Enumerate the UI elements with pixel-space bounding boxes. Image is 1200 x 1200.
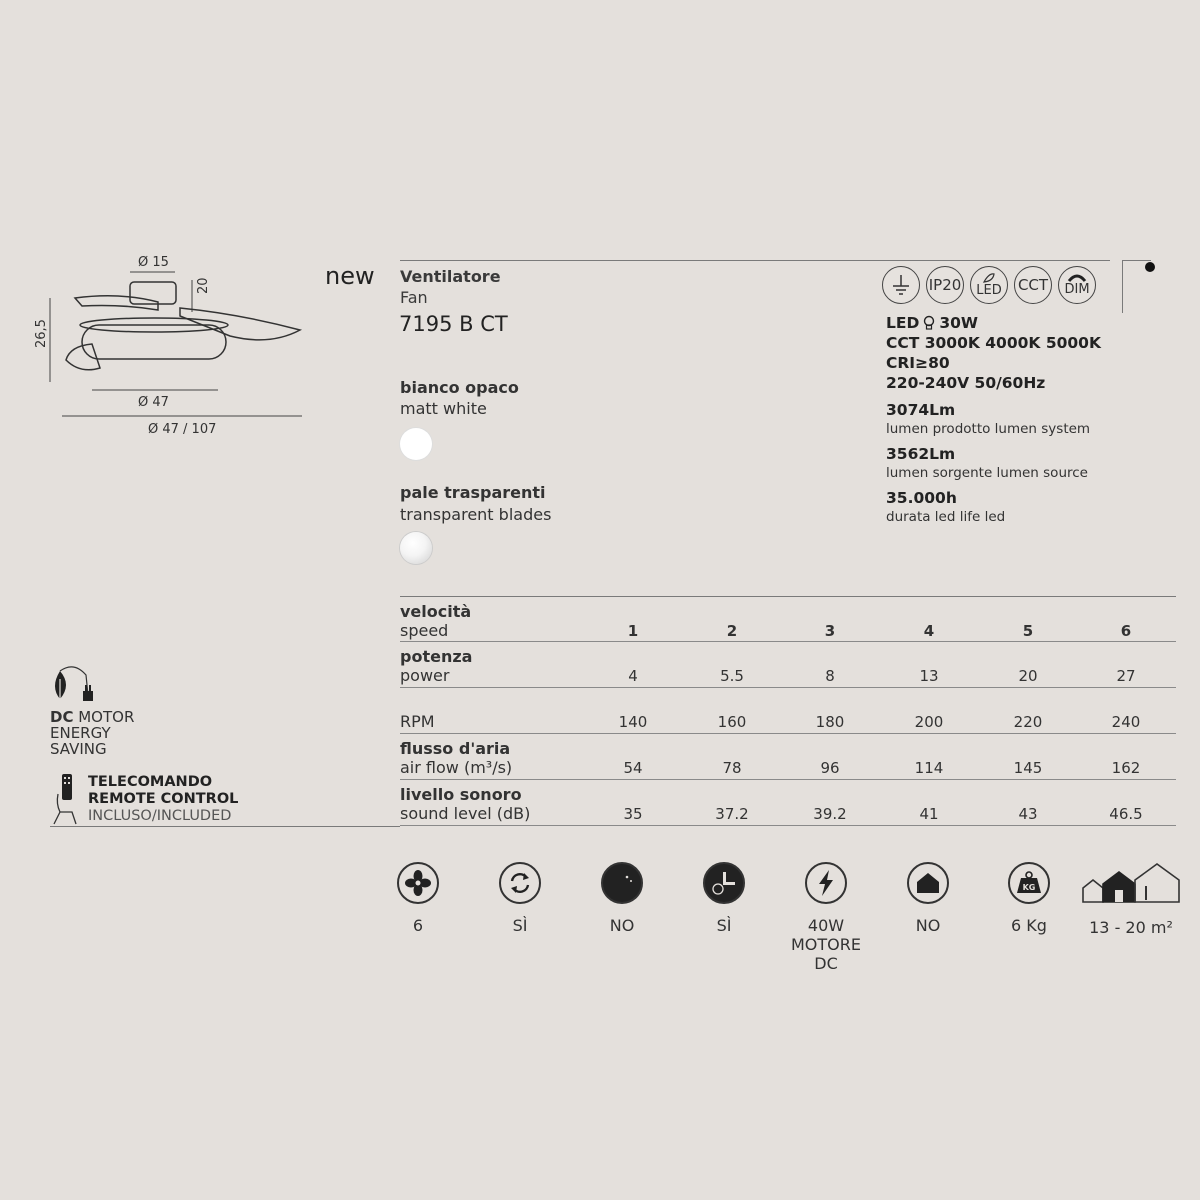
row-label-english: sound level (dB) [400, 804, 531, 823]
dc-motor-badge [50, 665, 134, 757]
spec-life-label: durata led life led [886, 509, 1006, 525]
row-label-italian: velocità [400, 602, 472, 621]
feature-reverse [475, 862, 565, 935]
table-cell: 240 [1111, 713, 1141, 731]
row-label-english: air flow (m³/s) [400, 758, 513, 777]
ip-rating-icon [926, 266, 964, 304]
table-cell: 20 [1018, 667, 1038, 685]
spec-cct: CCT 3000K 4000K 5000K [886, 334, 1101, 352]
spec-lumen-source-label: lumen sorgente lumen source [886, 465, 1088, 481]
outdoor-icon [907, 862, 949, 904]
table-cell: 145 [1013, 759, 1043, 777]
bulb-icon [922, 315, 936, 331]
table-cell: 180 [815, 713, 845, 731]
spec-cri: CRI≥80 [886, 354, 950, 372]
svg-text:KG: KG [1022, 883, 1036, 892]
ground-icon [882, 266, 920, 304]
table-cell: 200 [914, 713, 944, 731]
spec-life: 35.000h [886, 489, 957, 507]
table-cell: 43 [1018, 805, 1038, 823]
table-cell: 140 [618, 713, 648, 731]
spec-led-power [886, 314, 978, 332]
dc-motor-line2: ENERGY [50, 724, 111, 742]
spec-led-watts: 30W [939, 314, 979, 332]
dim-canopy-height: 20 [196, 277, 211, 294]
table-cell: 35 [623, 805, 643, 823]
blades-english: transparent blades [400, 505, 552, 524]
corner-dot [1145, 262, 1155, 272]
row-label-italian: livello sonoro [400, 785, 522, 804]
table-cell: 114 [914, 759, 944, 777]
feature-motor [781, 862, 871, 973]
row-label-italian: flusso d'aria [400, 739, 511, 758]
feature-value: 13 - 20 m² [1089, 918, 1173, 937]
timer-icon [703, 862, 745, 904]
dim-body-diameter: Ø 47 [138, 395, 169, 410]
table-row [400, 596, 1176, 642]
table-cell: 6 [1120, 622, 1132, 640]
dc-motor-bold: DC [50, 708, 74, 726]
certification-icons [882, 266, 1096, 304]
spec-lumen-system-label: lumen prodotto lumen system [886, 421, 1091, 437]
feature-fan-speed [373, 862, 463, 935]
cct-label: CCT [1017, 276, 1049, 294]
spec-lumen-source: 3562Lm [886, 445, 956, 463]
product-code: 7195 B CT [399, 312, 508, 336]
table-cell: 96 [820, 759, 840, 777]
feature-value: NO [915, 916, 941, 935]
room-size-icon [1081, 862, 1181, 904]
table-cell: 5 [1022, 622, 1034, 640]
spec-led-label: LED [886, 314, 920, 332]
performance-table [400, 596, 1176, 826]
table-cell: 39.2 [813, 805, 847, 823]
dim-label: DIM [1064, 281, 1090, 297]
row-label-italian: potenza [400, 647, 473, 666]
color-swatch-white [400, 428, 432, 460]
fan-technical-drawing [30, 250, 320, 440]
table-cell: 160 [717, 713, 747, 731]
feature-value: 6 Kg [1011, 916, 1047, 935]
table-row [400, 642, 1176, 688]
feature-value: SÌ [716, 916, 732, 935]
led-label: LED [976, 282, 1002, 298]
row-label-english: power [400, 666, 450, 685]
dim-icon [1058, 266, 1096, 304]
table-row [400, 688, 1176, 734]
feature-night-mode [577, 862, 667, 935]
feature-weight [984, 862, 1074, 935]
feature-timer [679, 862, 769, 935]
new-badge: new [325, 262, 375, 290]
feature-value: 6 [412, 916, 424, 935]
remote-line1: TELECOMANDO [88, 774, 213, 790]
table-cell: 46.5 [1109, 805, 1143, 823]
feature-outdoor [883, 862, 973, 935]
table-cell: 41 [919, 805, 939, 823]
table-cell: 2 [726, 622, 738, 640]
blades-italian: pale trasparenti [400, 483, 546, 502]
table-cell: 4 [923, 622, 935, 640]
row-label: RPM [400, 712, 435, 731]
reverse-icon [499, 862, 541, 904]
blades-swatch-transparent [400, 532, 432, 564]
feature-value: SÌ [512, 916, 528, 935]
dim-total-height: 26,5 [34, 319, 49, 348]
color-english: matt white [400, 399, 487, 418]
remote-text-block [88, 774, 238, 825]
dim-total-diameter: Ø 47 / 107 [148, 422, 217, 437]
dc-motor-line1 [50, 709, 134, 725]
feature-value: 40W MOTORE DC [791, 916, 861, 973]
table-cell: 37.2 [715, 805, 749, 823]
table-row [400, 734, 1176, 780]
table-cell: 4 [628, 667, 638, 685]
fan-speed-icon [397, 862, 439, 904]
remote-line3: INCLUSO/INCLUDED [88, 808, 232, 824]
header-divider [400, 260, 1110, 261]
color-italian: bianco opaco [400, 378, 519, 397]
table-cell: 8 [825, 667, 835, 685]
motor-icon [805, 862, 847, 904]
leaf-plug-icon [50, 665, 102, 705]
night-mode-icon [601, 862, 643, 904]
spec-voltage: 220-240V 50/60Hz [886, 374, 1046, 392]
table-cell: 5.5 [720, 667, 744, 685]
ip-rating-label: IP20 [928, 276, 962, 294]
dim-canopy-diameter: Ø 15 [138, 255, 169, 270]
cct-icon [1014, 266, 1052, 304]
table-cell: 13 [919, 667, 939, 685]
table-cell: 3 [824, 622, 836, 640]
remote-control-badge [50, 772, 238, 826]
table-cell: 54 [623, 759, 643, 777]
fan-outline-drawing [30, 250, 320, 440]
dc-motor-line3: SAVING [50, 740, 107, 758]
led-icon [970, 266, 1008, 304]
remote-line2: REMOTE CONTROL [88, 791, 239, 807]
product-type-italian: Ventilatore [400, 267, 501, 286]
table-cell: 220 [1013, 713, 1043, 731]
table-cell: 1 [627, 622, 639, 640]
table-cell: 162 [1111, 759, 1141, 777]
feature-value: NO [609, 916, 635, 935]
table-row [400, 780, 1176, 826]
dc-motor-rest: MOTOR [73, 708, 135, 726]
remote-control-icon [50, 772, 82, 826]
table-cell: 27 [1116, 667, 1136, 685]
weight-icon [1008, 862, 1050, 904]
row-label-english: speed [400, 621, 449, 640]
left-divider [50, 826, 400, 827]
spec-lumen-system: 3074Lm [886, 401, 956, 419]
feature-room-size [1076, 862, 1186, 937]
product-type-english: Fan [400, 288, 428, 307]
table-cell: 78 [722, 759, 742, 777]
